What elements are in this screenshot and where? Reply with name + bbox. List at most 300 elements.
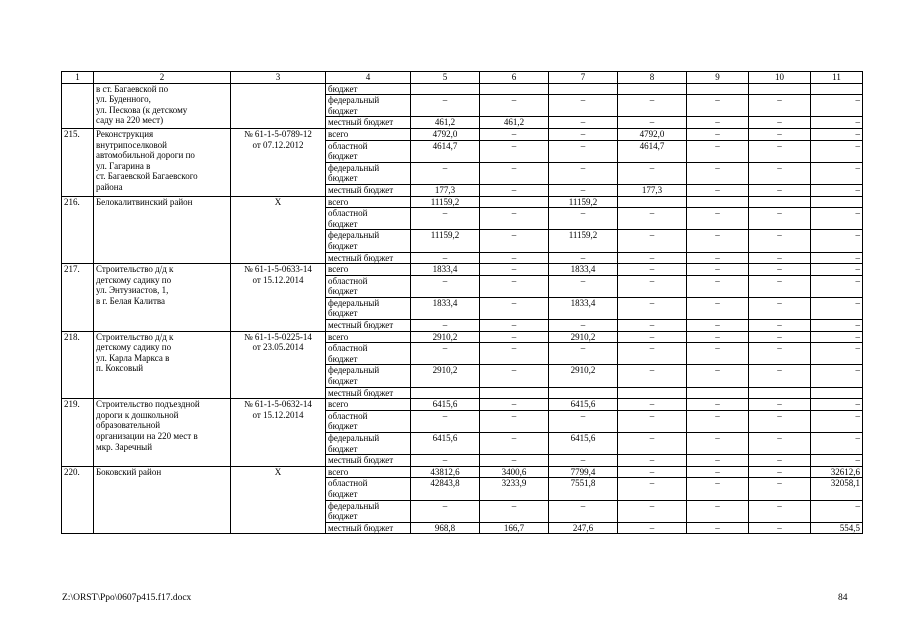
amount-cell: – xyxy=(687,208,749,230)
amount-cell: – xyxy=(811,365,863,387)
amount-cell: – xyxy=(618,162,687,184)
funding-source xyxy=(326,128,411,140)
funding-source xyxy=(326,455,411,467)
funding-source xyxy=(326,95,411,117)
funding-source xyxy=(326,320,411,332)
funding-source-line: местный бюджет xyxy=(328,320,394,331)
funding-source-line: федеральный xyxy=(328,297,380,308)
amount-cell: – xyxy=(480,128,549,140)
funding-source-line: местный бюджет xyxy=(328,455,394,466)
object-name-line: Боковский район xyxy=(96,466,162,477)
object-name xyxy=(94,466,231,534)
amount-cell xyxy=(618,83,687,95)
amount-cell: 177,3 xyxy=(618,184,687,196)
amount-cell xyxy=(480,83,549,95)
object-name-line: внутрипоселковой xyxy=(96,139,167,150)
object-name-line: Строительство д/д к xyxy=(96,264,174,275)
amount-cell: 2910,2 xyxy=(549,365,618,387)
amount-cell xyxy=(549,387,618,399)
funding-source xyxy=(326,184,411,196)
funding-source-line: федеральный xyxy=(328,365,380,376)
object-name-line: дороги к дошкольной xyxy=(96,409,179,420)
amount-cell: – xyxy=(411,95,480,117)
amount-cell: – xyxy=(618,500,687,522)
document-number xyxy=(231,83,326,128)
object-name-line: саду на 220 мест) xyxy=(96,115,164,126)
amount-cell: – xyxy=(687,264,749,276)
object-name-line: ул. Гагарина в xyxy=(96,160,151,171)
amount-cell: – xyxy=(411,252,480,264)
amount-cell: – xyxy=(687,117,749,129)
amount-cell: – xyxy=(411,162,480,184)
object-name-line: организации на 220 мест в xyxy=(96,431,198,441)
amount-cell: – xyxy=(749,399,811,411)
amount-cell: – xyxy=(411,410,480,432)
amount-cell: – xyxy=(749,208,811,230)
funding-source-line: бюджет xyxy=(328,83,358,94)
amount-cell: – xyxy=(480,500,549,522)
amount-cell: – xyxy=(811,455,863,467)
amount-cell: – xyxy=(480,208,549,230)
amount-cell: – xyxy=(618,95,687,117)
object-name-line: образовательной xyxy=(96,420,161,431)
amount-cell xyxy=(749,196,811,208)
object-name-line: в г. Белая Калитва xyxy=(96,295,166,306)
document-number-line: от 15.12.2014 xyxy=(252,274,304,285)
amount-cell: – xyxy=(687,184,749,196)
amount-cell: – xyxy=(811,264,863,276)
amount-cell: – xyxy=(811,162,863,184)
funding-source-line: бюджет xyxy=(328,286,358,297)
amount-cell: – xyxy=(618,365,687,387)
header-cell: 1 xyxy=(62,72,94,84)
funding-source xyxy=(326,275,411,297)
amount-cell xyxy=(549,83,618,95)
amount-cell: – xyxy=(549,184,618,196)
header-cell: 2 xyxy=(94,72,231,84)
amount-cell: – xyxy=(749,365,811,387)
funding-source-line: областной xyxy=(328,208,368,219)
amount-cell: – xyxy=(687,331,749,343)
amount-cell xyxy=(687,196,749,208)
amount-cell: – xyxy=(618,455,687,467)
amount-cell: 1833,4 xyxy=(411,264,480,276)
amount-cell: 968,8 xyxy=(411,522,480,534)
table-row xyxy=(62,399,863,411)
amount-cell: – xyxy=(749,433,811,455)
document-number-line: № 61-1-5-0225-14 xyxy=(244,331,312,342)
amount-cell: 3400,6 xyxy=(480,466,549,478)
amount-cell: – xyxy=(687,433,749,455)
amount-cell: 43812,6 xyxy=(411,466,480,478)
amount-cell: – xyxy=(749,320,811,332)
page-number: 84 xyxy=(838,593,848,603)
amount-cell: – xyxy=(687,466,749,478)
amount-cell: – xyxy=(549,275,618,297)
table-row xyxy=(62,128,863,140)
amount-cell: – xyxy=(687,140,749,162)
funding-source-line: федеральный xyxy=(328,433,380,443)
amount-cell: – xyxy=(687,399,749,411)
amount-cell: – xyxy=(749,128,811,140)
amount-cell: – xyxy=(811,128,863,140)
amount-cell: 1833,4 xyxy=(411,297,480,319)
funding-source-line: областной xyxy=(328,140,368,151)
header-cell: 9 xyxy=(687,72,749,84)
funding-source xyxy=(326,466,411,478)
object-name-line: Реконструкция xyxy=(96,128,154,139)
object-name-line: ул. Пескова (к детскому xyxy=(96,104,188,115)
amount-cell xyxy=(749,387,811,399)
object-name xyxy=(94,83,231,128)
header-cell: 8 xyxy=(618,72,687,84)
amount-cell: – xyxy=(549,128,618,140)
amount-cell: – xyxy=(811,208,863,230)
amount-cell: – xyxy=(618,522,687,534)
object-name-line: района xyxy=(96,181,123,192)
amount-cell: – xyxy=(749,466,811,478)
amount-cell: – xyxy=(411,455,480,467)
funding-source-line: областной xyxy=(328,343,368,354)
funding-source xyxy=(326,162,411,184)
object-name-line: ул. Энтузиастов, 1, xyxy=(96,285,169,296)
amount-cell: – xyxy=(549,320,618,332)
amount-cell: 11159,2 xyxy=(411,196,480,208)
amount-cell: – xyxy=(811,297,863,319)
amount-cell: – xyxy=(687,230,749,252)
amount-cell xyxy=(687,83,749,95)
amount-cell: – xyxy=(618,466,687,478)
object-name-line: Строительство д/д к xyxy=(96,331,174,342)
amount-cell: – xyxy=(480,264,549,276)
amount-cell: – xyxy=(411,320,480,332)
amount-cell: – xyxy=(811,331,863,343)
document-number xyxy=(231,128,326,196)
amount-cell: – xyxy=(749,500,811,522)
amount-cell: – xyxy=(480,230,549,252)
amount-cell: – xyxy=(549,455,618,467)
funding-source xyxy=(326,117,411,129)
amount-cell xyxy=(687,387,749,399)
document-number xyxy=(231,196,326,264)
funding-source-line: бюджет xyxy=(328,488,358,499)
header-row xyxy=(62,72,863,84)
header-cell: 7 xyxy=(549,72,618,84)
header-cell: 11 xyxy=(811,72,863,84)
amount-cell: – xyxy=(618,264,687,276)
funding-source-line: бюджет xyxy=(328,511,358,522)
amount-cell: – xyxy=(618,208,687,230)
amount-cell: – xyxy=(687,297,749,319)
funding-source-line: местный бюджет xyxy=(328,117,394,128)
funding-source xyxy=(326,387,411,399)
funding-source xyxy=(326,230,411,252)
amount-cell: – xyxy=(549,410,618,432)
amount-cell: – xyxy=(749,230,811,252)
amount-cell: – xyxy=(480,455,549,467)
row-number: 220. xyxy=(62,466,94,534)
object-name-line: в ст. Багаевской по xyxy=(96,83,169,94)
amount-cell: – xyxy=(811,140,863,162)
amount-cell: – xyxy=(618,252,687,264)
funding-source-line: бюджет xyxy=(328,443,358,454)
amount-cell xyxy=(411,387,480,399)
amount-cell: – xyxy=(811,230,863,252)
funding-source xyxy=(326,399,411,411)
funding-source-line: местный бюджет xyxy=(328,252,394,263)
document-number-line: Х xyxy=(274,466,282,477)
amount-cell: – xyxy=(687,162,749,184)
row-number xyxy=(62,83,94,128)
object-name-line: ст. Багаевской Багаевского xyxy=(96,171,198,182)
funding-source-line: федеральный xyxy=(328,500,380,511)
amount-cell: – xyxy=(411,500,480,522)
amount-cell: – xyxy=(480,331,549,343)
amount-cell: – xyxy=(687,478,749,500)
amount-cell: 2910,2 xyxy=(549,331,618,343)
header-cell: 3 xyxy=(231,72,326,84)
amount-cell: – xyxy=(480,343,549,365)
document-number-line: от 15.12.2014 xyxy=(252,409,304,420)
amount-cell: – xyxy=(618,410,687,432)
amount-cell: 247,6 xyxy=(549,522,618,534)
table-row xyxy=(62,83,863,95)
funding-source-line: бюджет xyxy=(328,240,358,251)
amount-cell: – xyxy=(618,117,687,129)
document-number xyxy=(231,331,326,399)
amount-cell: 11159,2 xyxy=(549,196,618,208)
funding-source xyxy=(326,343,411,365)
amount-cell: – xyxy=(549,117,618,129)
amount-cell: – xyxy=(618,331,687,343)
amount-cell: – xyxy=(749,522,811,534)
amount-cell: – xyxy=(480,140,549,162)
amount-cell: – xyxy=(687,320,749,332)
funding-source xyxy=(326,140,411,162)
object-name xyxy=(94,399,231,467)
amount-cell: – xyxy=(811,95,863,117)
amount-cell: 166,7 xyxy=(480,522,549,534)
amount-cell: – xyxy=(549,95,618,117)
amount-cell: – xyxy=(749,410,811,432)
amount-cell: 6415,6 xyxy=(549,433,618,455)
funding-source xyxy=(326,297,411,319)
funding-source xyxy=(326,522,411,534)
amount-cell: – xyxy=(687,252,749,264)
amount-cell: – xyxy=(687,500,749,522)
amount-cell: – xyxy=(749,162,811,184)
amount-cell: – xyxy=(549,140,618,162)
amount-cell: – xyxy=(749,264,811,276)
document-number-line: № 61-1-5-0632-14 xyxy=(244,399,312,410)
funding-source xyxy=(326,264,411,276)
amount-cell: 2910,2 xyxy=(411,365,480,387)
document-number-line: от 07.12.2012 xyxy=(252,139,304,150)
funding-source-line: бюджет xyxy=(328,105,358,116)
amount-cell: 1833,4 xyxy=(549,264,618,276)
amount-cell: – xyxy=(749,140,811,162)
amount-cell: – xyxy=(687,455,749,467)
row-number: 215. xyxy=(62,128,94,196)
document-number xyxy=(231,399,326,467)
budget-table xyxy=(61,71,863,534)
funding-source-line: бюджет xyxy=(328,308,358,319)
amount-cell: 461,2 xyxy=(411,117,480,129)
amount-cell: 4614,7 xyxy=(618,140,687,162)
funding-source-line: бюджет xyxy=(328,173,358,184)
object-name-line: детскому садику по xyxy=(96,274,172,285)
row-number: 219. xyxy=(62,399,94,467)
funding-source-line: местный бюджет xyxy=(328,522,394,533)
funding-source-line: всего xyxy=(328,331,349,342)
amount-cell: – xyxy=(749,455,811,467)
amount-cell: – xyxy=(687,275,749,297)
funding-source-line: всего xyxy=(328,399,349,410)
amount-cell: 1833,4 xyxy=(549,297,618,319)
amount-cell: – xyxy=(618,478,687,500)
table-row xyxy=(62,264,863,276)
amount-cell: – xyxy=(618,399,687,411)
amount-cell: 6415,6 xyxy=(411,399,480,411)
funding-source-line: федеральный xyxy=(328,162,380,173)
amount-cell: – xyxy=(811,275,863,297)
funding-source xyxy=(326,365,411,387)
amount-cell xyxy=(480,196,549,208)
object-name xyxy=(94,196,231,264)
amount-cell: – xyxy=(749,343,811,365)
funding-source-line: бюджет xyxy=(328,151,358,162)
amount-cell: – xyxy=(618,230,687,252)
amount-cell: – xyxy=(480,410,549,432)
amount-cell: 177,3 xyxy=(411,184,480,196)
amount-cell: – xyxy=(549,343,618,365)
amount-cell xyxy=(811,196,863,208)
header-cell: 5 xyxy=(411,72,480,84)
document-number xyxy=(231,466,326,534)
amount-cell: – xyxy=(480,320,549,332)
amount-cell: – xyxy=(480,275,549,297)
funding-source xyxy=(326,410,411,432)
amount-cell xyxy=(618,387,687,399)
funding-source xyxy=(326,196,411,208)
amount-cell: – xyxy=(811,117,863,129)
amount-cell: – xyxy=(618,320,687,332)
amount-cell: 11159,2 xyxy=(549,230,618,252)
amount-cell: – xyxy=(411,343,480,365)
amount-cell xyxy=(749,83,811,95)
amount-cell xyxy=(411,83,480,95)
amount-cell: – xyxy=(811,184,863,196)
funding-source xyxy=(326,331,411,343)
funding-source-line: местный бюджет xyxy=(328,387,394,398)
funding-source-line: бюджет xyxy=(328,353,358,364)
amount-cell: – xyxy=(811,252,863,264)
amount-cell: – xyxy=(480,365,549,387)
amount-cell: 554,5 xyxy=(811,522,863,534)
amount-cell: – xyxy=(480,184,549,196)
amount-cell: – xyxy=(811,343,863,365)
document-number-line: № 61-1-5-0789-12 xyxy=(244,128,312,139)
funding-source-line: областной xyxy=(328,275,368,286)
funding-source-line: местный бюджет xyxy=(328,184,394,195)
table-row xyxy=(62,196,863,208)
funding-source-line: бюджет xyxy=(328,421,358,432)
amount-cell: – xyxy=(687,365,749,387)
amount-cell: 4792,0 xyxy=(618,128,687,140)
amount-cell: – xyxy=(749,275,811,297)
amount-cell: 42843,8 xyxy=(411,478,480,500)
amount-cell: – xyxy=(749,297,811,319)
object-name-line: автомобильной дороги по xyxy=(96,150,195,161)
funding-source-line: федеральный xyxy=(328,95,380,106)
amount-cell: – xyxy=(749,331,811,343)
row-number: 216. xyxy=(62,196,94,264)
amount-cell: – xyxy=(687,410,749,432)
amount-cell: – xyxy=(687,128,749,140)
amount-cell: – xyxy=(480,252,549,264)
object-name-line: Белокалитвинский район xyxy=(96,196,193,207)
file-path: Z:\ORST\Ppo\0607p415.f17.docx xyxy=(62,593,192,603)
amount-cell: – xyxy=(811,399,863,411)
header-cell: 6 xyxy=(480,72,549,84)
amount-cell: 2910,2 xyxy=(411,331,480,343)
funding-source xyxy=(326,500,411,522)
amount-cell: – xyxy=(480,95,549,117)
amount-cell: – xyxy=(749,184,811,196)
funding-source xyxy=(326,478,411,500)
amount-cell: – xyxy=(411,208,480,230)
object-name xyxy=(94,128,231,196)
amount-cell: – xyxy=(687,522,749,534)
funding-source xyxy=(326,208,411,230)
funding-source-line: всего xyxy=(328,264,349,275)
amount-cell xyxy=(480,387,549,399)
object-name-line: детскому садику по xyxy=(96,342,172,353)
funding-source xyxy=(326,433,411,455)
funding-source-line: всего xyxy=(328,466,349,477)
amount-cell: – xyxy=(549,500,618,522)
funding-source xyxy=(326,252,411,264)
amount-cell: 6415,6 xyxy=(411,433,480,455)
row-number: 218. xyxy=(62,331,94,399)
amount-cell xyxy=(618,196,687,208)
amount-cell: – xyxy=(618,343,687,365)
object-name-line: мкр. Заречный xyxy=(96,441,153,452)
document-number-line: от 23.05.2014 xyxy=(252,342,304,353)
amount-cell: – xyxy=(618,297,687,319)
amount-cell: 6415,6 xyxy=(549,399,618,411)
amount-cell: – xyxy=(480,399,549,411)
funding-source-line: бюджет xyxy=(328,218,358,229)
object-name-line: п. Коксовый xyxy=(96,363,144,374)
amount-cell xyxy=(811,387,863,399)
amount-cell xyxy=(811,83,863,95)
amount-cell: – xyxy=(811,500,863,522)
table-row xyxy=(62,466,863,478)
header-cell: 4 xyxy=(326,72,411,84)
funding-source-line: областной xyxy=(328,410,368,421)
amount-cell: – xyxy=(480,162,549,184)
amount-cell: 7551,8 xyxy=(549,478,618,500)
amount-cell: – xyxy=(549,162,618,184)
amount-cell: – xyxy=(549,208,618,230)
amount-cell: – xyxy=(687,343,749,365)
amount-cell: 32612,6 xyxy=(811,466,863,478)
object-name-line: ул. Буденного, xyxy=(96,94,151,105)
amount-cell: – xyxy=(411,275,480,297)
amount-cell: – xyxy=(749,478,811,500)
amount-cell: – xyxy=(811,410,863,432)
